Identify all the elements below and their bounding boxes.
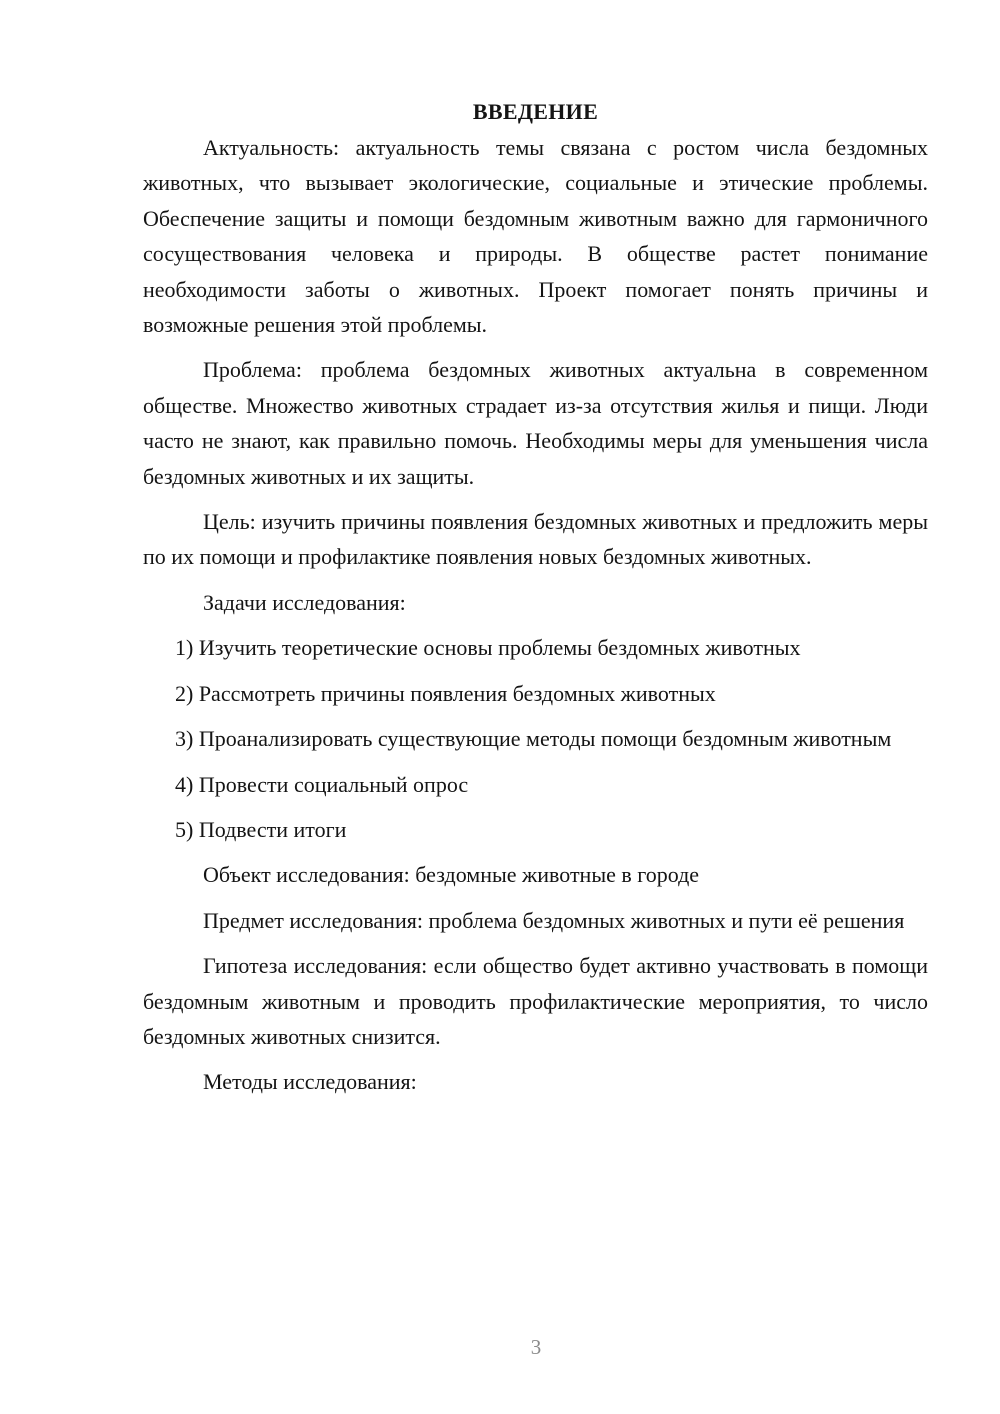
paragraph-object: Объект исследования: бездомные животные в городе xyxy=(203,862,700,888)
tasks-heading: Задачи исследования: xyxy=(203,589,406,615)
paragraph-relevance: Актуальность: актуальность темы связана с ростом числа бездомных животных, что вызывает экологические, социальные и этические проблемы. Обеспечение защиты и помощи бездомным животным важно для гармоничного сосуществования человека и природы. В обществе растет понимание необходимости заботы о животных. Проект помогает понять причины и возможные решения этой проблемы. xyxy=(143,135,928,338)
page-content xyxy=(143,94,928,1110)
paragraph-hypothesis: Гипотеза исследования: если общество будет активно участвовать в помощи бездомным животным и проводить профилактические мероприятия, то число бездомных животных снизится. xyxy=(143,953,928,1049)
paragraph-goal: Цель: изучить причины появления бездомных животных и предложить меры по их помощи и профилактике появления новых бездомных животных. xyxy=(143,509,928,570)
task-item-1: 1) Изучить теоретические основы проблемы бездомных животных xyxy=(175,635,801,661)
methods-heading: Методы исследования: xyxy=(203,1069,417,1095)
task-item-3: 3) Проанализировать существующие методы помощи бездомным животным xyxy=(175,726,892,752)
paragraph-problem: Проблема: проблема бездомных животных актуальна в современном обществе. Множество животных страдает из-за отсутствия жилья и пищи. Люди часто не знают, как правильно помочь. Необходимы меры для уменьшения числа бездомных животных и их защиты. xyxy=(143,357,928,489)
task-item-5: 5) Подвести итоги xyxy=(175,816,347,842)
page-number: 3 xyxy=(530,1335,542,1359)
paragraph-subject: Предмет исследования: проблема бездомных животных и пути её решения xyxy=(203,907,905,933)
task-item-2: 2) Рассмотреть причины появления бездомных животных xyxy=(175,680,716,706)
task-item-4: 4) Провести социальный опрос xyxy=(175,771,469,797)
section-title: ВВЕДЕНИЕ xyxy=(472,99,599,124)
